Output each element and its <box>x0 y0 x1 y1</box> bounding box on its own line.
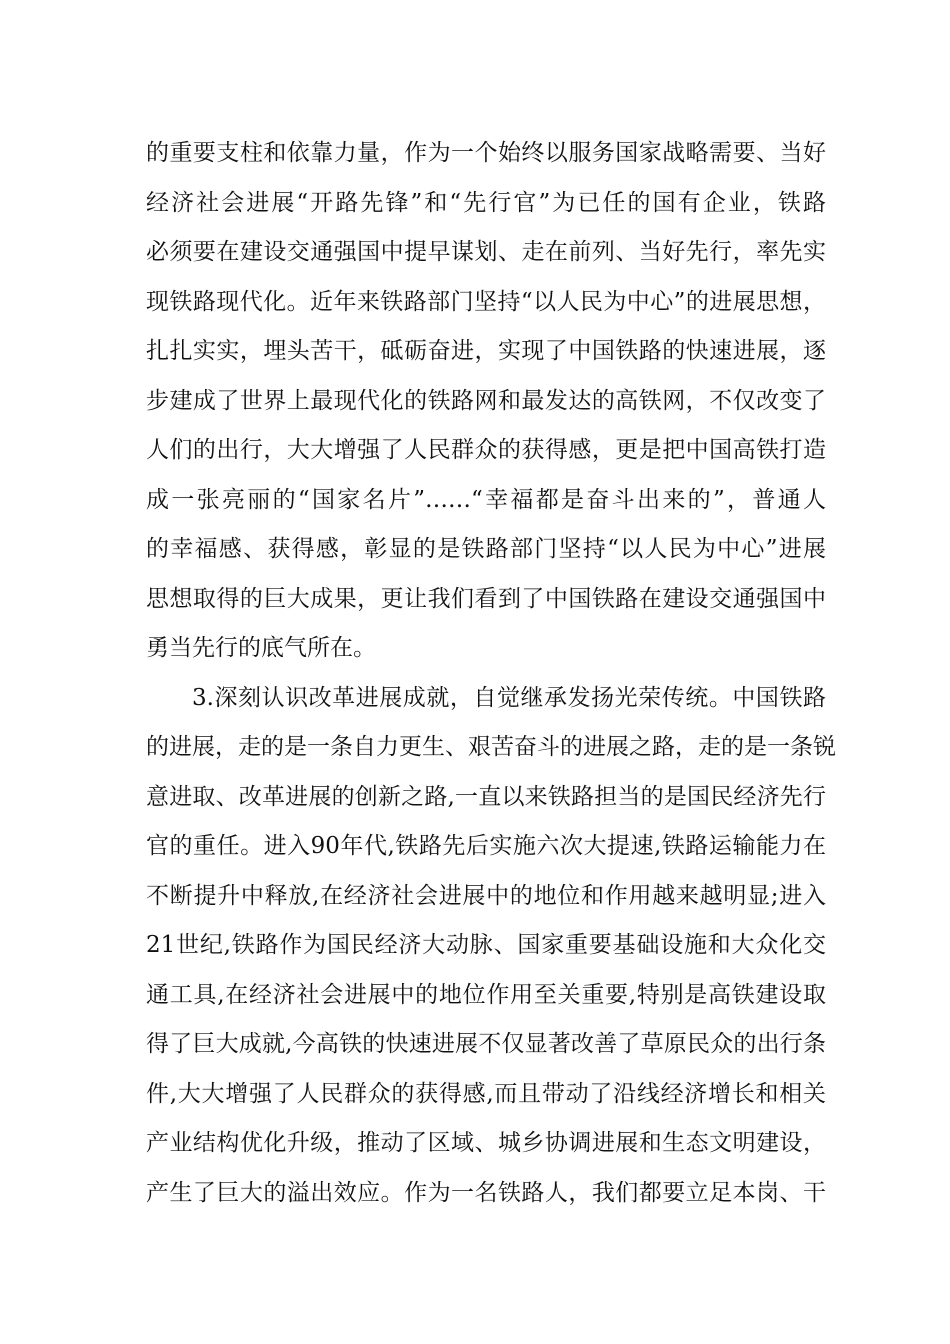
text-line: 产生了巨大的溢出效应。作为一名铁路人，我们都要立足本岗、干 <box>146 1179 826 1206</box>
text-line: 通工具,在经济社会进展中的地位作用至关重要,特别是高铁建设取 <box>146 981 826 1008</box>
text-line: 意进取、改革进展的创新之路,一直以来铁路担当的是国民经济先行 <box>146 783 826 810</box>
text-line: 得了巨大成就,今高铁的快速进展不仅显著改善了草原民众的出行条 <box>146 1031 826 1057</box>
text-line: 勇当先行的底气所在。 <box>146 635 376 661</box>
text-line: 扎扎实实，埋头苦干，砥砺奋进，实现了中国铁路的快速进展，逐 <box>146 338 826 364</box>
text-line: 官的重任。进入90年代,铁路先后实施六次大提速,铁路运输能力在 <box>146 833 826 859</box>
text-line: 的幸福感、获得感，彰显的是铁路部门坚持“以人民为中心”进展 <box>146 536 826 562</box>
text-line: 经济社会进展“开路先锋”和“先行官”为已任的国有企业，铁路 <box>146 189 826 216</box>
text-line: 思想取得的巨大成果，更让我们看到了中国铁路在建设交通强国中 <box>146 585 826 612</box>
paragraph-2 <box>146 674 836 1219</box>
paragraph-1 <box>146 129 826 674</box>
text-line: 成一张亮丽的“国家名片”……“幸福都是奋斗出来的”，普通人 <box>146 486 826 513</box>
text-line: 现铁路现代化。近年来铁路部门坚持“以人民为中心”的进展思想， <box>146 288 826 315</box>
text-line: 产业结构优化升级，推动了区域、城乡协调进展和生态文明建设， <box>146 1130 826 1156</box>
text-line: 的重要支柱和依靠力量，作为一个始终以服务国家战略需要、当好 <box>146 140 826 166</box>
text-line: 不断提升中释放,在经济社会进展中的地位和作用越来越明显;进入 <box>146 882 826 909</box>
text-line: 步建成了世界上最现代化的铁路网和最发达的高铁网，不仅改变了 <box>146 387 826 414</box>
text-line: 21世纪,铁路作为国民经济大动脉、国家重要基础设施和大众化交 <box>146 932 826 958</box>
text-line: 人们的出行，大大增强了人民群众的获得感，更是把中国高铁打造 <box>146 437 826 463</box>
text-line: 件,大大增强了人民群众的获得感,而且带动了沿线经济增长和相关 <box>146 1080 826 1107</box>
text-line: 3.深刻认识改革进展成就，自觉继承发扬光荣传统。中国铁路 <box>192 684 826 711</box>
text-line: 必须要在建设交通强国中提早谋划、走在前列、当好先行，率先实 <box>146 239 826 265</box>
text-line: 的进展，走的是一条自力更生、艰苦奋斗的进展之路，走的是一条锐 <box>146 734 836 760</box>
document-body <box>146 129 836 1218</box>
